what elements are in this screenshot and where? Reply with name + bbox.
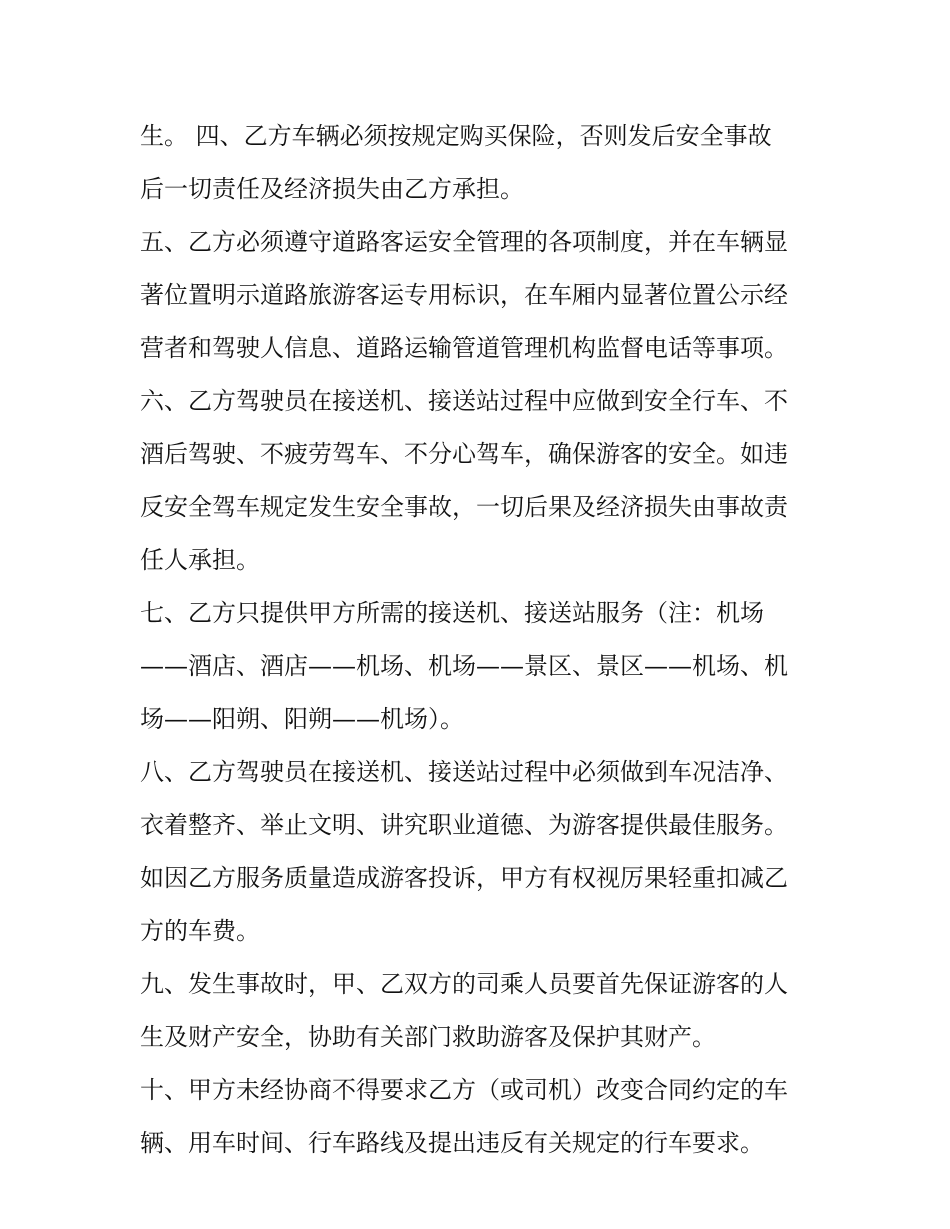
- text-line: 十、甲方未经协商不得要求乙方（或司机）改变合同约定的车: [140, 1076, 788, 1104]
- text-line: 八、乙方驾驶员在接送机、接送站过程中必须做到车况洁净、: [140, 758, 788, 786]
- text-line: 方的车费。: [140, 917, 260, 945]
- text-line: 营者和驾驶人信息、道路运输管道管理机构监督电话等事项。: [140, 334, 788, 362]
- text-line: 衣着整齐、举止文明、讲究职业道德、为游客提供最佳服务。: [140, 811, 788, 839]
- text-line: 著位置明示道路旅游客运专用标识，在车厢内显著位置公示经: [140, 281, 788, 309]
- text-line: 辆、用车时间、行车路线及提出违反有关规定的行车要求。: [140, 1129, 764, 1157]
- text-line: 酒后驾驶、不疲劳驾车、不分心驾车，确保游客的安全。如违: [140, 440, 788, 468]
- text-line: 如因乙方服务质量造成游客投诉，甲方有权视厉果轻重扣减乙: [140, 864, 788, 892]
- contract-text: [140, 110, 812, 1170]
- text-line: 五、乙方必须遵守道路客运安全管理的各项制度，并在车辆显: [140, 228, 788, 256]
- text-line: 生。 四、乙方车辆必须按规定购买保险，否则发后安全事故: [140, 122, 772, 150]
- text-line: 六、乙方驾驶员在接送机、接送站过程中应做到安全行车、不: [140, 387, 788, 415]
- text-line: 七、乙方只提供甲方所需的接送机、接送站服务（注：机场: [140, 599, 764, 627]
- text-line: 九、发生事故时，甲、乙双方的司乘人员要首先保证游客的人: [140, 970, 788, 998]
- text-line: 任人承担。: [140, 546, 260, 574]
- text-line: ——酒店、酒店——机场、机场——景区、景区——机场、机: [140, 652, 788, 680]
- text-line: 反安全驾车规定发生安全事故，一切后果及经济损失由事故责: [140, 493, 788, 521]
- text-line: 生及财产安全，协助有关部门救助游客及保护其财产。: [140, 1023, 716, 1051]
- text-line: 场——阳朔、阳朔——机场）。: [140, 705, 464, 733]
- text-line: 后一切责任及经济损失由乙方承担。: [140, 175, 524, 203]
